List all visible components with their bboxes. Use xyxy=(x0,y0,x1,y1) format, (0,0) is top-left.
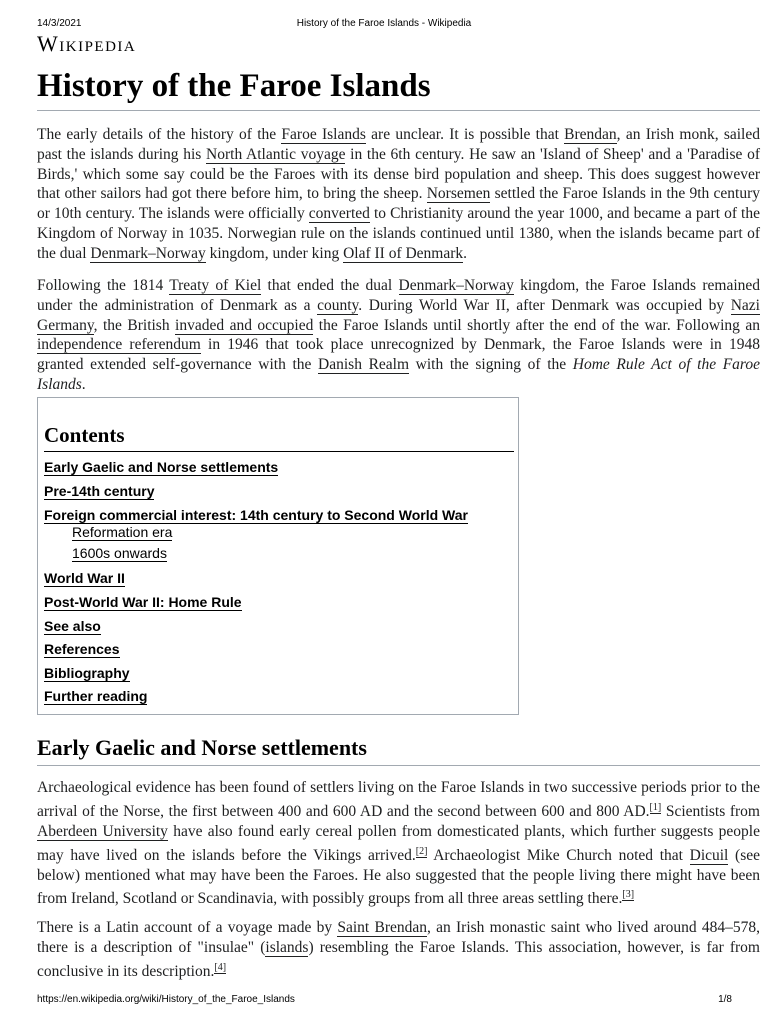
text-run: There is a Latin account of a voyage made by xyxy=(37,919,338,936)
text-run: Archaeological evidence has been found of settlers living on the Faroe Islands in two successive periods prior to the arrival of the Norse, the first between 400 and 600 AD and the second between 600 and 800 AD. xyxy=(37,779,760,820)
toc-item-early-gaelic[interactable]: Early Gaelic and Norse settlements xyxy=(44,459,279,475)
text-run: , an Irish monastic saint who lived around 484–578, there is a description of "insulae" ( xyxy=(37,919,760,956)
inline-link[interactable]: independence referendum xyxy=(37,336,201,354)
citation-link[interactable]: [2] xyxy=(415,845,428,857)
toc-title: Contents xyxy=(44,420,514,452)
inline-link[interactable]: Saint Brendan xyxy=(337,919,427,936)
inline-link[interactable]: Denmark–Norway xyxy=(90,244,206,262)
inline-link[interactable]: islands xyxy=(265,938,309,956)
text-run: the Faroe Islands until shortly after the end of the war. Following an xyxy=(313,316,760,334)
toc-item-bibliography[interactable]: Bibliography xyxy=(44,665,130,681)
text-run: kingdom, the Faroe Islands remained under the administration of Denmark as a xyxy=(37,277,761,314)
table-of-contents xyxy=(37,397,519,715)
toc-item-reformation-era[interactable]: Reformation era xyxy=(72,524,173,540)
inline-link[interactable]: Dicuil xyxy=(689,846,729,864)
inline-link[interactable]: converted xyxy=(308,205,370,223)
italic-text: Home Rule Act of the Faroe Islands xyxy=(37,356,761,393)
inline-link[interactable]: Danish Realm xyxy=(318,356,410,374)
citation xyxy=(416,846,428,858)
text-run: with the signing of the xyxy=(409,356,573,374)
text-run: ) resembling the Faroe Islands. This association, however, is far from conclusive in its description. xyxy=(37,938,760,980)
inline-link[interactable]: Norsemen xyxy=(426,185,491,203)
inline-link[interactable]: Faroe Islands xyxy=(281,126,366,143)
inline-link[interactable]: Treaty of Kiel xyxy=(169,277,262,294)
inline-link[interactable]: Nazi Germany xyxy=(37,296,760,334)
text-run: The early details of the history of the xyxy=(37,126,282,143)
inline-link[interactable]: North Atlantic voyage xyxy=(206,145,346,163)
text-run: (see below) mentioned what may have been the Faroes. He also suggested that the people living there might have been from Ireland, Scotland or Scandinavia, with possibly groups from all three areas settling there. xyxy=(37,846,761,908)
text-run: settled the Faroe Islands in the 9th century or 10th century. The islands were officially xyxy=(37,185,760,223)
citation-link[interactable]: [3] xyxy=(622,889,635,901)
text-run: to Christianity around the year 1000, and became a part of the Kingdom of Norway in 1035. Norwegian rule on the islands continued until 1380, when the islands became part of the dual xyxy=(37,205,760,262)
citation xyxy=(650,802,662,814)
print-date: 14/3/2021 xyxy=(37,18,82,29)
section-paragraph-2 xyxy=(37,918,760,982)
wikipedia-logo[interactable]: Wikipedia xyxy=(37,31,137,56)
text-run: have also found early cereal pollen from domesticated plants, which further suggests people may have lived on the islands before the Vikings arrived. xyxy=(37,822,760,864)
inline-link[interactable]: Aberdeen University xyxy=(37,822,168,840)
print-title: History of the Faroe Islands - Wikipedia xyxy=(296,18,472,29)
page-title: History of the Faroe Islands xyxy=(37,64,760,111)
intro-paragraph-1 xyxy=(37,125,760,264)
text-run: Archaeologist Mike Church noted that xyxy=(427,846,690,864)
toc-item-world-war-ii[interactable]: World War II xyxy=(44,570,125,586)
intro-paragraph-2 xyxy=(37,276,760,395)
text-run: Following the 1814 xyxy=(37,277,170,294)
text-run: Scientists from xyxy=(661,802,760,820)
text-run: are unclear. It is possible that xyxy=(365,126,565,143)
citation-link[interactable]: [4] xyxy=(214,961,227,973)
toc-item-pre-14th-century[interactable]: Pre-14th century xyxy=(44,483,155,499)
text-run: kingdom, under king xyxy=(205,244,344,262)
inline-link[interactable]: Olaf II of Denmark xyxy=(343,244,464,262)
citation xyxy=(214,962,226,974)
toc-item-references[interactable]: References xyxy=(44,641,120,657)
inline-link[interactable]: Denmark–Norway xyxy=(398,277,514,294)
toc-item-foreign-commercial-interest[interactable]: Foreign commercial interest: 14th century to Second World War xyxy=(44,507,468,523)
print-footer xyxy=(0,994,768,1008)
toc-item-further-reading[interactable]: Further reading xyxy=(44,688,148,704)
text-run: . xyxy=(463,244,468,262)
text-run: , an Irish monk, sailed past the islands during his xyxy=(37,126,760,163)
text-run: in 1946 that took place unrecognized by Denmark, the Faroe Islands were in 1948 granted extended self-governance with the xyxy=(37,336,760,374)
section-paragraph-1 xyxy=(37,778,760,909)
text-run: , the British xyxy=(93,316,176,334)
inline-link[interactable]: county xyxy=(317,296,359,314)
inline-link[interactable]: Brendan xyxy=(564,126,617,143)
toc-item-post-world-war-ii[interactable]: Post-World War II: Home Rule xyxy=(44,594,242,610)
section-heading-early-gaelic: Early Gaelic and Norse settlements xyxy=(37,733,760,766)
print-header xyxy=(0,18,768,32)
toc-item-see-also[interactable]: See also xyxy=(44,618,101,634)
citation xyxy=(622,889,634,901)
text-run: that ended the dual xyxy=(261,277,399,294)
text-run: . During World War II, after Denmark was occupied by xyxy=(358,296,731,314)
inline-link[interactable]: invaded and occupied xyxy=(175,316,314,334)
citation-link[interactable]: [1] xyxy=(649,801,662,813)
print-url: https://en.wikipedia.org/wiki/History_of_the_Faroe_Islands xyxy=(37,994,295,1005)
print-page-number: 1/8 xyxy=(718,994,732,1005)
toc-item-1600s-onwards[interactable]: 1600s onwards xyxy=(72,545,167,561)
text-run: . xyxy=(81,375,86,393)
text-run: in the 6th century. He saw an 'Island of Sheep' and a 'Paradise of Birds,' which some say could be the Faroes with its dense bird population and sheep. This does suggest however that other sailors had got there before him, to bring the sheep. xyxy=(37,145,760,203)
